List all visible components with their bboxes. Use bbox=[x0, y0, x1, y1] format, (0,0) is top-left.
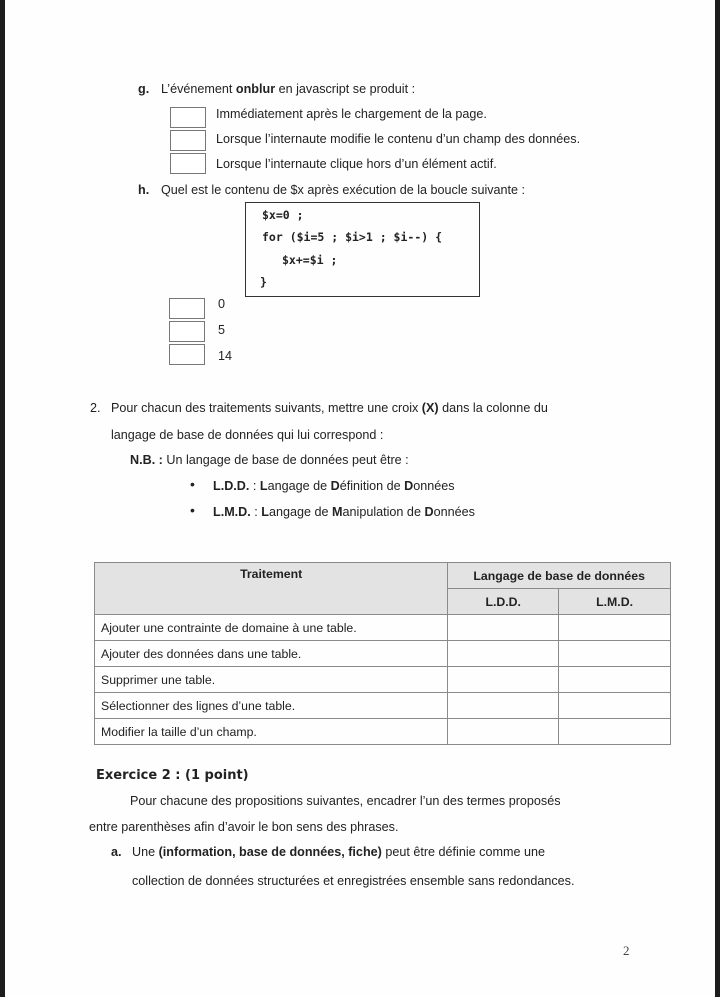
item-a-after: peut être définie comme une bbox=[381, 845, 545, 859]
checkbox-h-option-1[interactable] bbox=[169, 298, 205, 319]
cell-lmd[interactable] bbox=[559, 693, 671, 719]
item-a-before: Une bbox=[132, 845, 159, 859]
checkbox-h-option-2[interactable] bbox=[169, 321, 205, 342]
code-line-1: $x=0 ; bbox=[262, 208, 304, 222]
question-g-keyword: onblur bbox=[235, 82, 276, 96]
lmd-part: angage de bbox=[268, 505, 333, 519]
nb-note bbox=[130, 453, 409, 467]
bullet-icon: • bbox=[190, 502, 195, 518]
item-a-choices[interactable]: (information, base de données, fiche) bbox=[158, 845, 382, 859]
lmd-abbr: L.M.D. bbox=[213, 505, 251, 519]
cell-lmd[interactable] bbox=[559, 667, 671, 693]
item-a-line2: collection de données structurées et enregistrées ensemble sans redondances. bbox=[132, 874, 575, 888]
q2-line1-bold: (X) bbox=[421, 401, 439, 415]
code-block bbox=[245, 202, 480, 297]
q2-line1-after: dans la colonne du bbox=[438, 401, 548, 415]
nb-label: N.B. : bbox=[130, 453, 163, 467]
question-g-text bbox=[161, 82, 415, 96]
cell-traitement: Ajouter une contrainte de domaine à une table. bbox=[95, 615, 448, 641]
question-2-line2: langage de base de données qui lui correspond : bbox=[111, 428, 384, 442]
exercise-2-intro-line2: entre parenthèses afin d’avoir le bon sens des phrases. bbox=[89, 820, 399, 834]
exercise-2-intro-line1: Pour chacune des propositions suivantes, encadrer l’un des termes proposés bbox=[130, 794, 561, 808]
cell-ldd[interactable] bbox=[448, 667, 559, 693]
lmd-part: M bbox=[332, 505, 343, 519]
header-langage: Langage de base de données bbox=[448, 563, 671, 589]
question-g-suffix: en javascript se produit : bbox=[275, 82, 416, 96]
question-2-line1 bbox=[111, 401, 548, 415]
cell-ldd[interactable] bbox=[448, 693, 559, 719]
exercise-2-title: Exercice 2 : (1 point) bbox=[96, 768, 249, 783]
checkbox-g-option-1[interactable] bbox=[170, 107, 206, 128]
table-row bbox=[95, 615, 671, 641]
question-g-prefix: L’événement bbox=[161, 82, 236, 96]
ldd-part: : bbox=[249, 479, 260, 493]
cell-traitement: Modifier la taille d’un champ. bbox=[95, 719, 448, 745]
ldd-part: angage de bbox=[267, 479, 331, 493]
question-h-text: Quel est le contenu de $x après exécution de la boucle suivante : bbox=[161, 183, 526, 197]
lmd-part: : bbox=[250, 505, 262, 519]
ldd-part: onnées bbox=[413, 479, 455, 493]
question-g-letter: g. bbox=[138, 82, 150, 96]
lmd-part: L bbox=[261, 505, 269, 519]
table-row bbox=[95, 719, 671, 745]
page-number: 2 bbox=[623, 943, 630, 958]
header-lmd: L.M.D. bbox=[559, 589, 671, 615]
question-2-number: 2. bbox=[90, 401, 101, 415]
checkbox-g-option-3[interactable] bbox=[170, 153, 206, 174]
cell-ldd[interactable] bbox=[448, 615, 559, 641]
table-row bbox=[95, 641, 671, 667]
traitement-table bbox=[94, 562, 671, 745]
bullet-icon: • bbox=[190, 476, 195, 492]
cell-lmd[interactable] bbox=[559, 615, 671, 641]
h-option-3-label: 14 bbox=[218, 349, 233, 363]
lmd-part: onnées bbox=[433, 505, 475, 519]
g-option-3-label: Lorsque l’internaute clique hors d’un élément actif. bbox=[216, 157, 497, 171]
cell-traitement: Ajouter des données dans une table. bbox=[95, 641, 448, 667]
table-row bbox=[95, 667, 671, 693]
ldd-part: éfinition de bbox=[339, 479, 405, 493]
header-traitement: Traitement bbox=[95, 563, 448, 615]
cell-ldd[interactable] bbox=[448, 719, 559, 745]
ldd-part: D bbox=[404, 479, 414, 493]
h-option-1-label: 0 bbox=[218, 297, 226, 311]
g-option-2-label: Lorsque l’internaute modifie le contenu d’un champ des données. bbox=[216, 132, 581, 146]
document-page bbox=[5, 0, 715, 997]
checkbox-h-option-3[interactable] bbox=[169, 344, 205, 365]
cell-traitement: Sélectionner des lignes d’une table. bbox=[95, 693, 448, 719]
lmd-part: D bbox=[424, 505, 434, 519]
ldd-abbr: L.D.D. bbox=[213, 479, 250, 493]
ldd-part: D bbox=[330, 479, 340, 493]
question-h-letter: h. bbox=[138, 183, 150, 197]
cell-lmd[interactable] bbox=[559, 641, 671, 667]
code-line-3: $x+=$i ; bbox=[282, 253, 338, 267]
h-option-2-label: 5 bbox=[218, 323, 226, 337]
bullet-ldd bbox=[213, 479, 455, 493]
nb-text: Un langage de base de données peut être : bbox=[162, 453, 409, 467]
bullet-lmd bbox=[213, 505, 475, 519]
code-line-2: for ($i=5 ; $i>1 ; $i--) { bbox=[262, 230, 443, 244]
code-line-4: } bbox=[260, 275, 267, 289]
ldd-part: L bbox=[259, 479, 268, 493]
cell-ldd[interactable] bbox=[448, 641, 559, 667]
lmd-part: anipulation de bbox=[342, 505, 425, 519]
cell-traitement: Supprimer une table. bbox=[95, 667, 448, 693]
item-a-line1 bbox=[132, 845, 545, 859]
item-a-letter: a. bbox=[111, 845, 122, 859]
q2-line1-before: Pour chacun des traitements suivants, mettre une croix bbox=[111, 401, 422, 415]
table-row bbox=[95, 693, 671, 719]
cell-lmd[interactable] bbox=[559, 719, 671, 745]
g-option-1-label: Immédiatement après le chargement de la page. bbox=[216, 107, 487, 121]
header-ldd: L.D.D. bbox=[448, 589, 559, 615]
checkbox-g-option-2[interactable] bbox=[170, 130, 206, 151]
